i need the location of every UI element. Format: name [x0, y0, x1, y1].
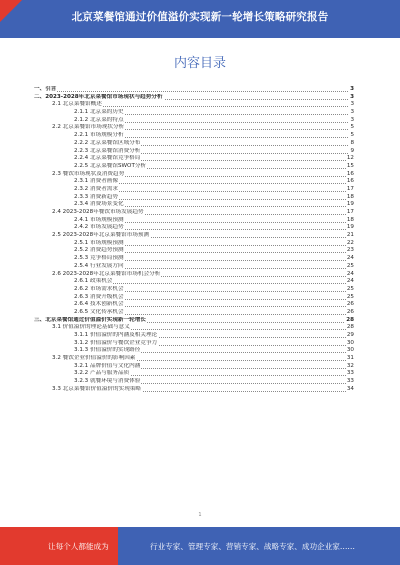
toc-entry-label: 2.2.5 北京菜餐馆SWOT分析	[74, 162, 147, 169]
toc-entry-page: 3	[350, 116, 354, 123]
footer-right-text: 行业专家、管理专家、营销专家、战略专家、成功企业家……	[150, 542, 356, 551]
toc-entry-page: 3	[350, 93, 354, 100]
toc-entry-page: 9	[350, 147, 354, 154]
toc-entry[interactable]	[34, 332, 354, 340]
toc-entry-page: 25	[346, 285, 354, 292]
toc-entry[interactable]	[34, 317, 354, 325]
toc-entry[interactable]	[34, 101, 354, 109]
toc-entry[interactable]	[34, 186, 354, 194]
toc-entry-page: 5	[350, 132, 354, 139]
toc-entry-page: 18	[346, 216, 354, 223]
toc-entry-page: 26	[346, 308, 354, 315]
toc-entry-label: 2.4 2023-2028年餐饮市场发展趋势	[52, 209, 144, 215]
toc-entry-page: 15	[346, 162, 354, 169]
toc-entry[interactable]	[34, 247, 354, 255]
toc-entry-label: 2.4.2 市场发展趋势	[74, 224, 124, 231]
toc-entry[interactable]	[34, 224, 354, 232]
toc-entry-label: 3.1.2 价值溢价与餐饮企业竞争力	[74, 339, 158, 346]
page-footer	[0, 527, 400, 565]
toc-entry-page: 30	[346, 339, 354, 346]
toc-entry-page: 3	[350, 86, 354, 92]
toc-entry-page: 19	[346, 201, 354, 208]
toc-leader-dots	[74, 283, 348, 284]
toc-entry[interactable]	[34, 171, 354, 179]
toc-entry-label: 2.3.2 消费者需求	[74, 185, 118, 192]
toc-entry-label: 3.3 北京菜餐馆价值溢价的实现策略	[52, 385, 141, 392]
page-header	[0, 0, 400, 38]
toc-entry-page: 3	[350, 109, 354, 116]
toc-entry-label: 3.1 价值溢价的理论基础与意义	[52, 324, 130, 331]
toc-entry[interactable]	[34, 286, 354, 294]
toc-entry-page: 8	[350, 139, 354, 146]
toc-entry-label: 2.6.4 技术创新机会	[74, 301, 124, 308]
toc-entry[interactable]	[34, 278, 354, 286]
toc-entry[interactable]	[34, 301, 354, 309]
toc-entry-label: 2.6 2023-2028年北京菜餐馆市场机会分析	[52, 270, 161, 277]
toc-entry-label: 2.3.3 消费新趋势	[74, 193, 118, 200]
toc-entry-page: 23	[346, 247, 354, 254]
toc-entry-page: 31	[346, 355, 354, 362]
toc-entry-page: 3	[350, 101, 354, 108]
toc-entry[interactable]	[34, 324, 354, 332]
toc-entry-page: 33	[346, 370, 354, 377]
toc-entry[interactable]	[34, 86, 354, 94]
toc-entry[interactable]	[34, 232, 354, 240]
toc-entry[interactable]	[34, 117, 354, 125]
toc-entry-label: 3.2.2 产品与服务品质	[74, 370, 130, 377]
toc-entry[interactable]	[34, 194, 354, 202]
toc-entry[interactable]	[34, 94, 354, 102]
toc-entry-label: 2.2.2 北京菜餐馆区域分布	[74, 139, 141, 146]
table-of-contents	[34, 86, 354, 394]
toc-entry-label: 2.1 北京菜餐馆概述	[52, 101, 102, 108]
toc-entry-page: 25	[346, 262, 354, 269]
toc-entry-label: 3.2.3 就餐环境与消费体验	[74, 378, 141, 385]
toc-entry-page: 29	[346, 332, 354, 338]
toc-entry[interactable]	[34, 155, 354, 163]
toc-entry-label: 2.4.1 市场规模预测	[74, 216, 124, 223]
toc-entry[interactable]	[34, 217, 354, 225]
toc-entry[interactable]	[34, 148, 354, 156]
toc-entry[interactable]	[34, 294, 354, 302]
toc-entry[interactable]	[34, 201, 354, 209]
toc-entry[interactable]	[34, 347, 354, 355]
toc-entry-page: 17	[346, 209, 354, 215]
toc-entry[interactable]	[34, 124, 354, 132]
toc-entry-page: 16	[346, 170, 354, 177]
toc-entry-label: 2.1.1 北京菜的历史	[74, 109, 124, 116]
toc-entry-label: 3.1.1 价值溢价的内涵及相关理论	[74, 332, 158, 338]
toc-entry-page: 16	[346, 178, 354, 185]
toc-entry[interactable]	[34, 340, 354, 348]
header-title: 北京菜餐馆通过价值溢价实现新一轮增长策略研究报告	[71, 11, 329, 23]
toc-title: 内容目录	[173, 56, 226, 71]
toc-entry-page: 5	[350, 124, 354, 131]
toc-entry[interactable]	[34, 109, 354, 117]
toc-entry-page: 25	[346, 293, 354, 300]
toc-entry-page: 24	[346, 270, 354, 277]
toc-entry[interactable]	[34, 378, 354, 386]
toc-entry[interactable]	[34, 132, 354, 140]
toc-entry-label: 2.2.4 北京菜餐馆竞争格局	[74, 155, 141, 162]
toc-entry-label: 2.5.3 竞争格局预测	[74, 255, 124, 262]
toc-entry[interactable]	[34, 386, 354, 394]
toc-entry[interactable]	[34, 263, 354, 271]
toc-entry-label: 三、北京菜餐馆通过价值溢价实现新一轮增长	[34, 316, 146, 323]
toc-entry[interactable]	[34, 370, 354, 378]
toc-entry-page: 26	[346, 301, 354, 308]
toc-entry-label: 2.2.1 市场规模分析	[74, 132, 124, 139]
toc-entry[interactable]	[34, 309, 354, 317]
toc-entry-label: 2.5.2 消费趋势预测	[74, 247, 124, 254]
toc-entry-label: 2.2 北京菜餐馆市场现状分析	[52, 124, 125, 131]
toc-entry-label: 2.5.1 市场规模预测	[74, 239, 124, 246]
toc-entry-label: 2.3.1 消费者画像	[74, 178, 118, 185]
toc-entry[interactable]	[34, 163, 354, 171]
toc-entry-label: 2.5.4 行业发展方向	[74, 262, 124, 269]
toc-entry-label: 2.2.3 北京菜餐馆消费分析	[74, 147, 141, 154]
toc-entry-label: 一、引言	[34, 86, 57, 92]
toc-entry[interactable]	[34, 363, 354, 371]
toc-entry-page: 24	[346, 255, 354, 262]
toc-entry-label: 2.6.1 政策机会	[74, 278, 113, 285]
toc-entry[interactable]	[34, 355, 354, 363]
toc-entry-label: 2.6.2 市场需求机会	[74, 285, 124, 292]
toc-entry-label: 2.3.4 消费场景变化	[74, 201, 124, 208]
toc-entry[interactable]	[34, 240, 354, 248]
toc-entry[interactable]	[34, 178, 354, 186]
toc-entry[interactable]	[34, 209, 354, 217]
footer-left-text: 让每个人都能成为	[48, 542, 109, 551]
toc-entry[interactable]	[34, 271, 354, 279]
toc-entry-page: 19	[346, 224, 354, 231]
toc-entry-label: 3.1.3 价值溢价的实现路径	[74, 347, 141, 354]
toc-entry-page: 21	[346, 232, 354, 239]
toc-entry-label: 2.6.3 消费升级机会	[74, 293, 124, 300]
toc-entry-label: 二、2023-2028年北京菜餐馆市场现状与趋势分析	[34, 93, 163, 100]
toc-entry-page: 17	[346, 185, 354, 192]
toc-entry-label: 2.1.2 北京菜的特点	[74, 116, 124, 123]
toc-entry-label: 2.5 2023-2028年北京菜餐馆市场预测	[52, 232, 150, 239]
toc-entry-label: 3.2 餐饮企业价值溢价的影响因素	[52, 355, 136, 362]
toc-entry-label: 2.6.5 文化传承机会	[74, 308, 124, 315]
toc-leader-dots	[34, 91, 348, 92]
toc-entry-page: 12	[346, 155, 354, 162]
page-number: 1	[198, 512, 202, 518]
toc-entry-page: 22	[346, 239, 354, 246]
toc-entry-page: 18	[346, 193, 354, 200]
toc-entry-page: 28	[346, 316, 354, 323]
toc-entry[interactable]	[34, 255, 354, 263]
toc-entry-page: 32	[346, 362, 354, 369]
toc-entry-label: 3.2.1 品牌价值与文化内涵	[74, 362, 141, 369]
toc-entry-page: 34	[346, 385, 354, 392]
toc-entry[interactable]	[34, 140, 354, 148]
toc-entry-page: 28	[346, 324, 354, 331]
toc-entry-label: 2.3 餐饮市场现状及消费趋势	[52, 170, 125, 177]
toc-entry-page: 33	[346, 378, 354, 385]
toc-entry-page: 30	[346, 347, 354, 354]
toc-entry-page: 24	[346, 278, 354, 285]
